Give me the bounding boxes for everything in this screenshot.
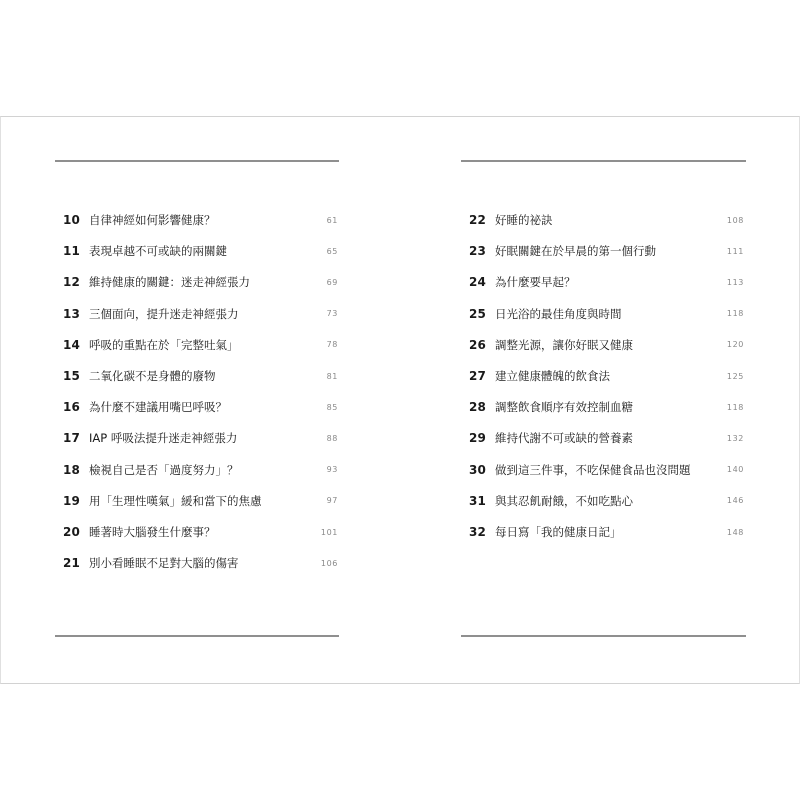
toc-entry-page: 106 [320, 558, 338, 568]
toc-entry-number: 31 [469, 493, 487, 508]
toc-entry-title: IAP 呼吸法提升迷走神經張力 [89, 431, 238, 446]
toc-entry[interactable] [63, 553, 338, 573]
toc-entry-number: 24 [469, 275, 487, 290]
toc-entry-page: 73 [326, 309, 338, 319]
toc-entry-title: 為什麼要早起？ [495, 275, 576, 290]
toc-entry-number: 30 [469, 462, 487, 477]
toc-entry-page: 101 [320, 527, 338, 537]
toc-entry-page: 88 [326, 433, 338, 443]
toc-entry-title: 別小看睡眠不足對大腦的傷害 [89, 556, 239, 571]
toc-entry[interactable] [63, 304, 338, 324]
toc-entry-title: 建立健康體魄的飲食法 [495, 369, 610, 383]
toc-entry-page: 69 [326, 277, 338, 287]
toc-entry-title: 調整光源，讓你好眠又健康 [495, 337, 633, 352]
toc-entry-page: 111 [726, 246, 744, 256]
toc-entry-page: 61 [326, 215, 338, 225]
toc-entry[interactable] [469, 397, 744, 417]
toc-entry-number: 23 [469, 244, 487, 259]
toc-entry-number: 17 [63, 431, 81, 446]
toc-entry-title: 三個面向，提升迷走神經張力 [89, 306, 239, 321]
toc-entry[interactable] [469, 428, 744, 448]
toc-entry-title: 與其忍飢耐餓，不如吃點心 [495, 493, 633, 508]
toc-entry[interactable] [469, 522, 744, 542]
toc-entry-title: 二氧化碳不是身體的廢物 [89, 369, 216, 383]
toc-entry[interactable] [63, 335, 338, 355]
toc-entry-number: 32 [469, 525, 487, 539]
toc-entry[interactable] [469, 272, 744, 292]
toc-entry-title: 睡著時大腦發生什麼事？ [89, 525, 216, 539]
toc-entry-number: 29 [469, 431, 487, 446]
right-bottom-rule [461, 635, 746, 637]
toc-entry-page: 78 [326, 340, 338, 350]
toc-entry-number: 26 [469, 337, 487, 352]
toc-entry-number: 16 [63, 400, 81, 415]
toc-entry[interactable] [63, 241, 338, 261]
toc-entry-page: 118 [726, 402, 744, 412]
toc-entry[interactable] [63, 397, 338, 417]
toc-entry-page: 81 [326, 371, 338, 381]
toc-entry-title: 用「生理性嘆氣」緩和當下的焦慮 [89, 493, 262, 508]
toc-entry-number: 19 [63, 493, 81, 508]
toc-entry-number: 15 [63, 369, 81, 383]
right-top-rule [461, 160, 746, 162]
toc-entry-page: 148 [726, 527, 744, 537]
toc-entry-title: 日光浴的最佳角度與時間 [495, 306, 622, 321]
toc-entry[interactable] [469, 335, 744, 355]
toc-entry[interactable] [63, 428, 338, 448]
toc-entry-title: 表現卓越不可或缺的兩關鍵 [89, 244, 227, 259]
toc-entry-number: 13 [63, 306, 81, 321]
toc-entry-title: 每日寫「我的健康日記」 [495, 525, 622, 539]
toc-entry[interactable] [469, 491, 744, 511]
toc-entry-number: 22 [469, 213, 487, 227]
toc-entry-number: 28 [469, 400, 487, 415]
toc-entry-page: 120 [726, 340, 744, 350]
toc-entry-page: 93 [326, 465, 338, 475]
toc-entry-title: 好睡的祕訣 [495, 213, 553, 227]
toc-entry[interactable] [63, 366, 338, 386]
toc-entry-page: 113 [726, 277, 744, 287]
toc-entry[interactable] [63, 210, 338, 230]
toc-entry-page: 118 [726, 309, 744, 319]
toc-entry[interactable] [469, 366, 744, 386]
toc-entry[interactable] [63, 460, 338, 480]
toc-entry-number: 12 [63, 275, 81, 290]
toc-entry-page: 125 [726, 371, 744, 381]
toc-entry-page: 85 [326, 402, 338, 412]
toc-entry-number: 25 [469, 306, 487, 321]
toc-entry-page: 132 [726, 433, 744, 443]
toc-entry-page: 108 [726, 215, 744, 225]
toc-entry-number: 21 [63, 556, 81, 571]
toc-entry-page: 146 [726, 496, 744, 506]
toc-entry-title: 做到這三件事，不吃保健食品也沒問題 [495, 462, 691, 477]
toc-entry-page: 140 [726, 465, 744, 475]
toc-entry-number: 14 [63, 337, 81, 352]
toc-entry-title: 自律神經如何影響健康？ [89, 213, 216, 227]
toc-entry-number: 18 [63, 462, 81, 477]
toc-entry-title: 好眠關鍵在於早晨的第一個行動 [495, 244, 656, 259]
toc-entry-page: 65 [326, 246, 338, 256]
toc-entry[interactable] [63, 522, 338, 542]
toc-entry-title: 調整飲食順序有效控制血糖 [495, 400, 633, 415]
toc-entry[interactable] [63, 491, 338, 511]
toc-entry-number: 20 [63, 525, 81, 539]
toc-entry-title: 維持代謝不可或缺的營養素 [495, 431, 633, 446]
toc-entry[interactable] [469, 304, 744, 324]
toc-entry-number: 11 [63, 244, 81, 259]
toc-entry-number: 10 [63, 213, 81, 227]
left-top-rule [55, 160, 339, 162]
toc-entry-title: 呼吸的重點在於「完整吐氣」 [89, 337, 239, 352]
toc-entry[interactable] [469, 460, 744, 480]
toc-entry-page: 97 [326, 496, 338, 506]
toc-entry[interactable] [63, 272, 338, 292]
toc-entry[interactable] [469, 210, 744, 230]
left-bottom-rule [55, 635, 339, 637]
toc-entry[interactable] [469, 241, 744, 261]
toc-entry-number: 27 [469, 369, 487, 383]
toc-entry-title: 維持健康的關鍵：迷走神經張力 [89, 275, 250, 290]
toc-entry-title: 為什麼不建議用嘴巴呼吸？ [89, 400, 227, 415]
toc-entry-title: 檢視自己是否「過度努力」？ [89, 462, 239, 477]
